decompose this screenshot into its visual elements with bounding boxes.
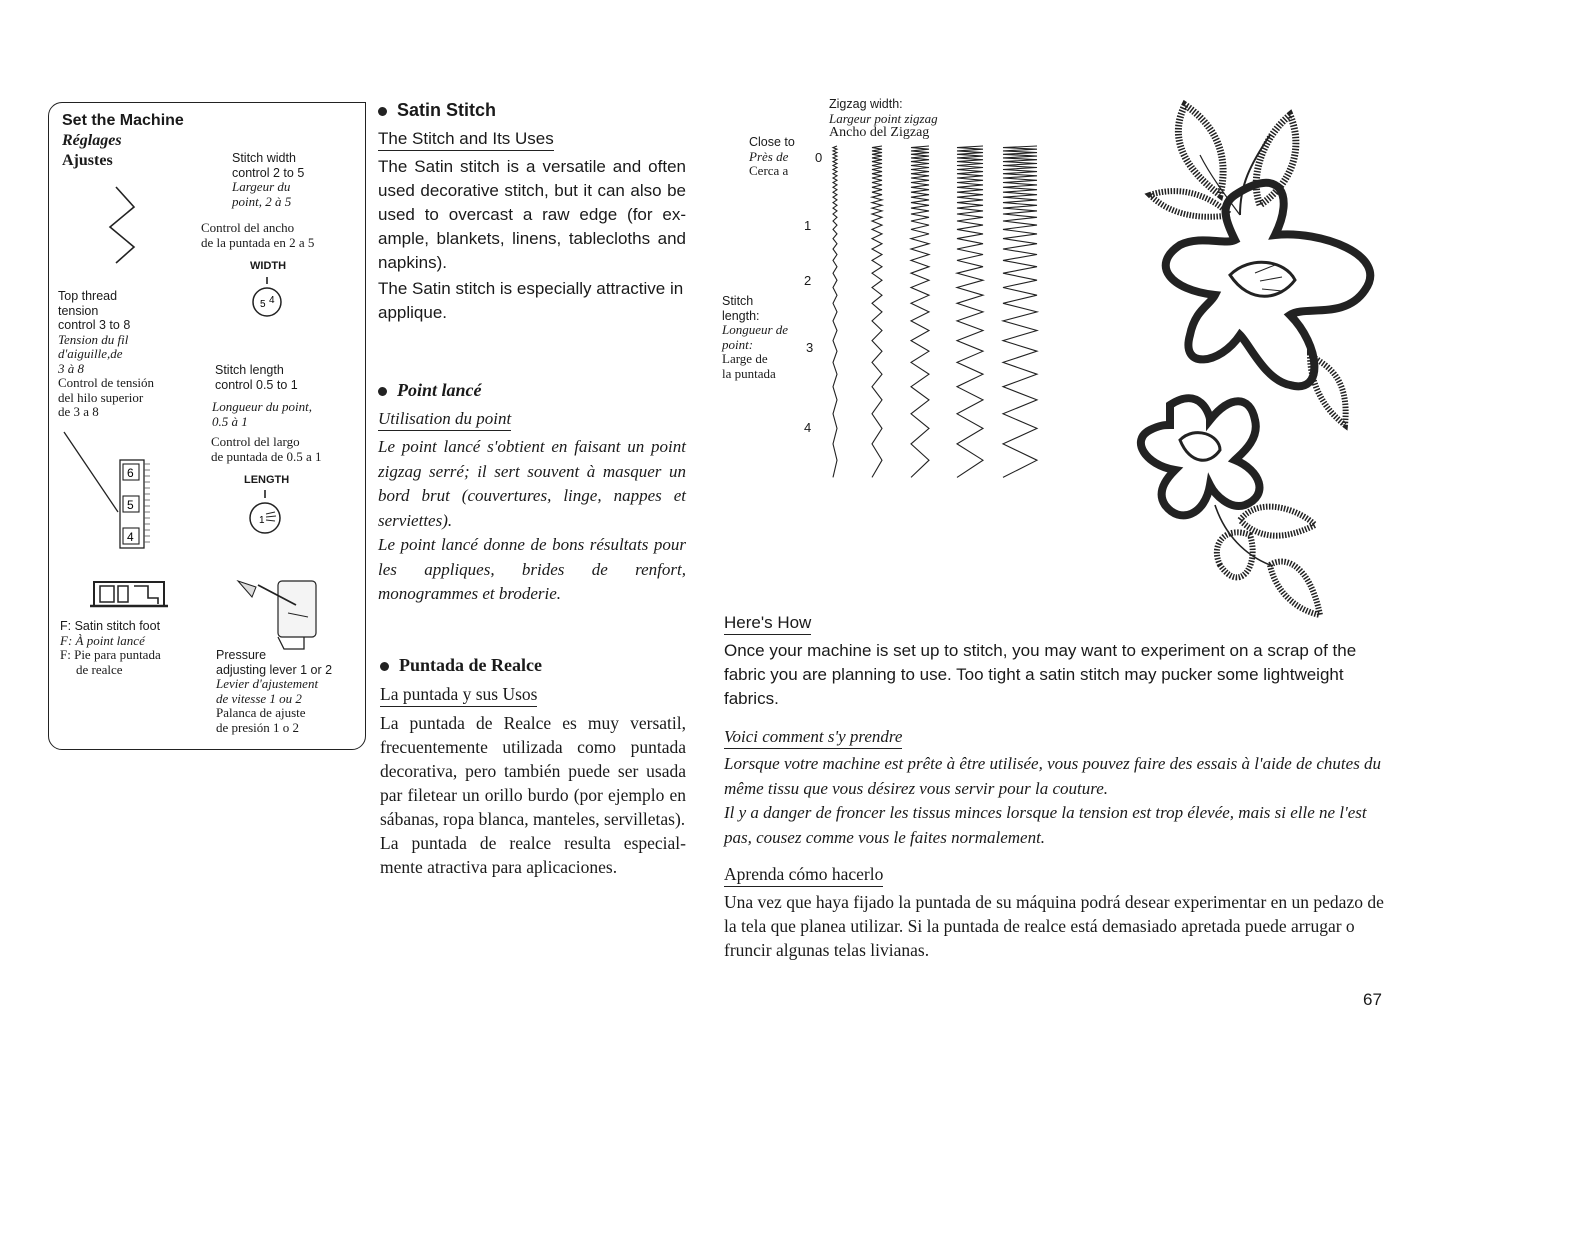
lance-para-2: Le point lancé donne de bons résultats pour les appliques, brides de renfort, monogrammes et broderie. <box>378 535 686 603</box>
width-label-es-1: Control del ancho <box>201 220 295 235</box>
satin-heading <box>378 100 686 121</box>
foot-label-es-1: F: Pie para puntada <box>60 647 161 662</box>
tension-labels <box>58 289 154 420</box>
row-label-1: 1 <box>804 218 812 233</box>
howto-section <box>724 613 1389 962</box>
satin-foot-icon <box>88 574 170 614</box>
howto-text-es: Una vez que haya fijado la puntada de su máquina podrá desear experimentar en un pedazo de la tela que planea utilizar. Si la puntada de realce está demasiado apretada puede arrugar o fruncir algunas telas livianas. <box>724 892 1384 960</box>
tension-dial-icon <box>60 430 160 555</box>
realce-subheading: La puntada y sus Usos <box>380 684 537 707</box>
row-label-4: 4 <box>804 420 812 435</box>
zigzag-sample-line <box>911 146 929 477</box>
zigzag-sample-line <box>957 146 983 477</box>
tension-label-en-3: control 3 to 8 <box>58 318 131 332</box>
satin-heading-text: Satin Stitch <box>397 100 497 120</box>
stitch-length-label <box>722 294 788 381</box>
width-label-fr-1: Largeur du <box>232 179 291 194</box>
howto-heading-en: Here's How <box>724 613 811 635</box>
realce-para-1: La puntada de Realce es muy versatil, frecuentemente utilizada como puntada decorativa, pero también puede ser usada par filetear un orillo burdo (por ejemplo en sábanas, ropa blanca, manteles, servilletas). <box>380 713 686 829</box>
stitch-length-es-2: la puntada <box>722 365 776 381</box>
tension-scale-5: 5 <box>127 498 134 512</box>
width-label-es-2: de la puntada en 2 a 5 <box>201 234 315 250</box>
width-label-en-2: control 2 to 5 <box>232 165 305 180</box>
zigzag-width-label <box>829 97 938 141</box>
small-flower-outline <box>1141 398 1260 515</box>
pressure-label-es-2: de presión 1 o 2 <box>216 719 300 735</box>
lance-heading <box>378 380 686 401</box>
bullet-icon <box>378 387 387 396</box>
tension-label-fr-2: d'aiguille,de <box>58 346 123 361</box>
row-label-0: 0 <box>815 150 823 165</box>
close-label <box>749 135 795 179</box>
stitch-length-en-1: Stitch <box>722 294 754 308</box>
foot-labels <box>60 619 161 677</box>
satin-para-1: The Satin stitch is a versatile and often used decorative stitch, but it can also be used to overcast a raw edge (for ex- ample, blankets, linens, tablecloths and napkins). <box>378 157 686 272</box>
leaf-shape <box>1240 507 1315 536</box>
leaf-shape <box>1217 532 1253 577</box>
satin-section <box>378 100 686 325</box>
satin-para-2: The Satin stitch is especially attractive in applique. <box>378 279 684 322</box>
close-fr: Près de <box>749 148 789 164</box>
stitch-length-fr-2: point: <box>722 336 754 352</box>
zigzag-width-es: Ancho del Zigzag <box>829 125 930 140</box>
howto-text-en: Once your machine is set up to stitch, you may want to experiment on a scrap of the fabric you are planning to use. Too tight a satin stitch may pucker some lightweight fabrics. <box>724 641 1357 708</box>
width-label-es <box>201 221 314 250</box>
zigzag-sample-chart <box>825 140 1055 500</box>
tension-label-en-2: tension <box>58 303 99 318</box>
tension-scale-6: 6 <box>127 466 134 480</box>
page-number: 67 <box>1363 990 1382 1009</box>
zigzag-sample-line <box>872 146 882 477</box>
tension-label-fr-3: 3 à 8 <box>58 360 84 376</box>
settings-title-en: Set the Machine <box>62 112 184 129</box>
tension-label-es-2: del hilo superior <box>58 389 144 405</box>
width-label-en-1: Stitch width <box>232 151 296 165</box>
foot-label-fr: F: À point lancé <box>60 632 145 648</box>
row-label-3: 3 <box>806 340 814 355</box>
leaf-shape <box>1256 115 1296 205</box>
width-label-fr-2: point, 2 à 5 <box>232 193 292 209</box>
length-dial-icon <box>245 488 285 538</box>
length-label-es-2: de puntada de 0.5 a 1 <box>211 448 322 464</box>
satin-subheading: The Stitch and Its Uses <box>378 129 554 151</box>
settings-title-es: Ajustes <box>62 152 113 169</box>
bullet-icon <box>380 662 389 671</box>
pressure-label-en-2: adjusting lever 1 or 2 <box>216 662 333 677</box>
stitch-length-es-1: Large de <box>722 351 768 366</box>
zigzag-width-en: Zigzag width: <box>829 97 903 111</box>
width-dial-icon <box>250 275 284 319</box>
settings-title-fr: Réglages <box>62 132 122 149</box>
zigzag-sample-line <box>1003 146 1037 477</box>
zigzag-width-fr: Largeur point zigzag <box>829 110 938 126</box>
pressure-label-fr-2: de vitesse 1 ou 2 <box>216 690 302 706</box>
length-label-es <box>211 435 321 464</box>
length-dial-label: LENGTH <box>244 474 290 486</box>
bullet-icon <box>378 107 387 116</box>
length-label-fr <box>212 400 312 429</box>
realce-heading-text: Puntada de Realce <box>399 655 542 675</box>
length-label-fr-1: Longueur du point, <box>212 399 313 414</box>
length-control-labels <box>215 363 298 392</box>
lance-section <box>378 380 686 607</box>
tension-label-fr-1: Tension du fil <box>58 331 129 347</box>
tension-scale-4: 4 <box>127 530 134 544</box>
tension-label-es-1: Control de tensión <box>58 375 155 390</box>
length-dial-num-1: 1 <box>259 515 265 526</box>
close-es: Cerca a <box>749 163 789 178</box>
width-dial-num-4: 4 <box>269 295 275 306</box>
realce-para-2: La puntada de realce resulta especial- mente atractiva para aplicaciones. <box>380 833 686 877</box>
length-label-es-1: Control del largo <box>211 434 300 449</box>
pressure-label-fr-1: Levier d'ajustement <box>216 676 319 691</box>
tension-label-es-3: de 3 a 8 <box>58 404 99 419</box>
length-label-en-1: Stitch length <box>215 363 284 377</box>
row-label-2: 2 <box>804 273 812 288</box>
flower-applique-illustration <box>1110 95 1410 635</box>
lance-subheading: Utilisation du point <box>378 409 511 431</box>
lance-para-1: Le point lancé s'obtient en faisant un point zigzag serré; il sert souvent à masquer un bord brut (couvertures, linge, nappes et serviettes). <box>378 437 686 530</box>
stitch-length-fr-1: Longueur de <box>722 322 789 337</box>
satin-stitch-symbol-icon <box>100 185 140 265</box>
realce-section <box>380 655 686 879</box>
howto-text-fr-2: Il y a danger de froncer les tissus minces lorsque la tension est trop élevée, mais si elle ne l'est pas, cousez comme vous le faites normalement. <box>724 803 1367 847</box>
width-dial-label: WIDTH <box>250 260 287 272</box>
tension-label-en-1: Top thread <box>58 289 118 303</box>
stitch-length-en-2: length: <box>722 308 760 323</box>
leaf-shape <box>1270 562 1320 615</box>
settings-title-block <box>62 112 184 170</box>
leaf-shape <box>1150 191 1230 217</box>
pressure-label-en-1: Pressure <box>216 648 267 662</box>
lance-heading-text: Point lancé <box>397 380 482 400</box>
realce-heading <box>380 655 686 676</box>
length-label-en-2: control 0.5 to 1 <box>215 377 298 392</box>
pressure-label-es-1: Palanca de ajuste <box>216 705 306 720</box>
pressure-labels <box>216 648 332 735</box>
width-dial-num-5: 5 <box>260 299 266 310</box>
zigzag-sample-line <box>833 146 837 477</box>
howto-heading-fr: Voici comment s'y prendre <box>724 727 902 749</box>
width-control-labels <box>230 151 304 209</box>
length-label-fr-2: 0.5 à 1 <box>212 413 248 429</box>
foot-label-es-2: de realce <box>76 661 123 677</box>
close-en: Close to <box>749 135 795 149</box>
foot-label-en: F: Satin stitch foot <box>60 619 161 633</box>
howto-text-fr-1: Lorsque votre machine est prête à être utilisée, vous pouvez faire des essais à l'aide de chutes du même tissu que vous désirez vous servir pour la couture. <box>724 754 1382 798</box>
howto-heading-es: Aprenda cómo hacerlo <box>724 864 883 887</box>
